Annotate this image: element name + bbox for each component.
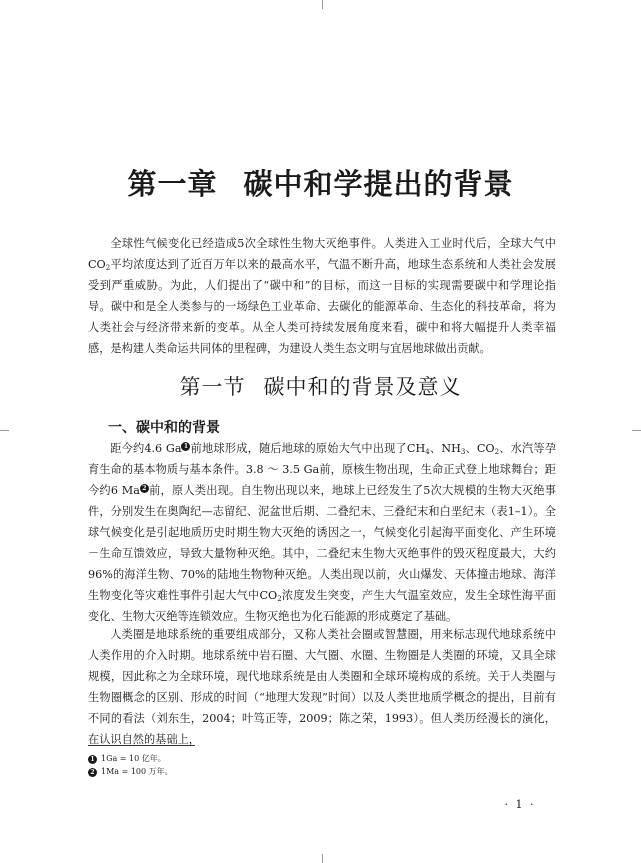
crop-mark xyxy=(632,430,641,431)
chapter-label: 第一章 xyxy=(127,167,218,201)
footnote-divider xyxy=(88,745,195,746)
section-label: 第一节 xyxy=(179,375,246,399)
footnote-number: 2 xyxy=(88,768,97,777)
footnotes xyxy=(88,752,173,778)
footnote-text: 1Ma = 100 万年。 xyxy=(101,767,173,776)
footnote-marker[interactable]: 2 xyxy=(140,484,149,493)
crop-mark xyxy=(322,0,323,9)
crop-mark xyxy=(322,854,323,863)
footnote-marker[interactable]: 1 xyxy=(181,442,190,451)
intro-paragraph: 全球性气候变化已经造成5次全球性生物大灭绝事件。人类进入工业时代后，全球大气中$CO_2$平均浓度达到了近百万年以来的最高水平，气温不断升高，地球生态系统和人类社会发展受到严重威胁。为此，人们提出了“碳中和”的目标，而这一目标的实现需要碳中和学理论指导。碳中和是全人类参与的一场绿色工业革命、去碳化的能源革命、生态化的科技革命，将为人类社会与经济带来新的变革。从全人类可持续发展角度来看，碳中和将大幅提升人类幸福感，是构建人类命运共同体的里程碑，为建设人类生态文明与宜居地球做出贡献。 xyxy=(88,237,556,355)
chapter-name: 碳中和学提出的背景 xyxy=(243,167,514,201)
crop-mark xyxy=(0,430,9,431)
section-title xyxy=(0,372,641,402)
body-paragraph: 距今约4.6 Ga 1 前地球形成，随后地球的原始大气中出现了$CH_4$、$NH_3$、$CO_2$、水汽等孕育生命的基本物质与基本条件。3.8 ～ 3.5 Ga前，原核生物出现，生命正式登上地球舞台；距今约6 Ma 2 前，原人类出现。自生物出现以来，地球上已经发生了5次大规模的生物大灭绝事件，分别发生在奥陶纪—志留纪、泥盆世后期、二叠纪末、三叠纪末和白垩纪末（表1–1）。全球气候变化是引起地质历史时期生物大灭绝的诱因之一，气候变化引起海平面变化、产生环境－生命互馈效应，导致大量物种灭绝。其中，二叠纪末生物大灭绝事件的毁灭程度最大，大约96%的海洋生物、70%的陆地生物物种灭绝。人类出现以前，火山爆发、天体撞击地球、海洋生物变化等灾难性事件引起大气中$CO_2$浓度发生突变，产生大气温室效应，发生全球性海平面变化、生物大灭绝等连锁效应。生物灭绝也为化石能源的形成奠定了基础。 xyxy=(88,442,556,623)
section-name: 碳中和的背景及意义 xyxy=(263,375,462,399)
footnote xyxy=(88,752,173,765)
page-number: · 1 · xyxy=(504,798,536,811)
subsection-title: 一、碳中和的背景 xyxy=(108,420,220,436)
chapter-title xyxy=(0,164,641,204)
body-paragraph: 人类圈是地球系统的重要组成部分，又称人类社会圈或智慧圈，用来标志现代地球系统中人类作用的介入时期。地球系统中岩石圈、大气圈、水圈、生物圈是人类圈的环境，又具全球规模，因此称之为全球环境，现代地球系统是由人类圈和全球环境构成的系统。关于人类圈与生物圈概念的区别、形成的时间（“地理大发现”时间）以及人类世地质学概念的提出，目前有不同的看法（刘东生，2004；叶笃正等，2009；陈之荣，1993）。但人类历经漫长的演化，在认识自然的基础上， xyxy=(88,628,556,746)
footnote-text: 1Ga = 10 亿年。 xyxy=(101,754,166,763)
footnote xyxy=(88,765,173,778)
footnote-number: 1 xyxy=(88,755,97,764)
